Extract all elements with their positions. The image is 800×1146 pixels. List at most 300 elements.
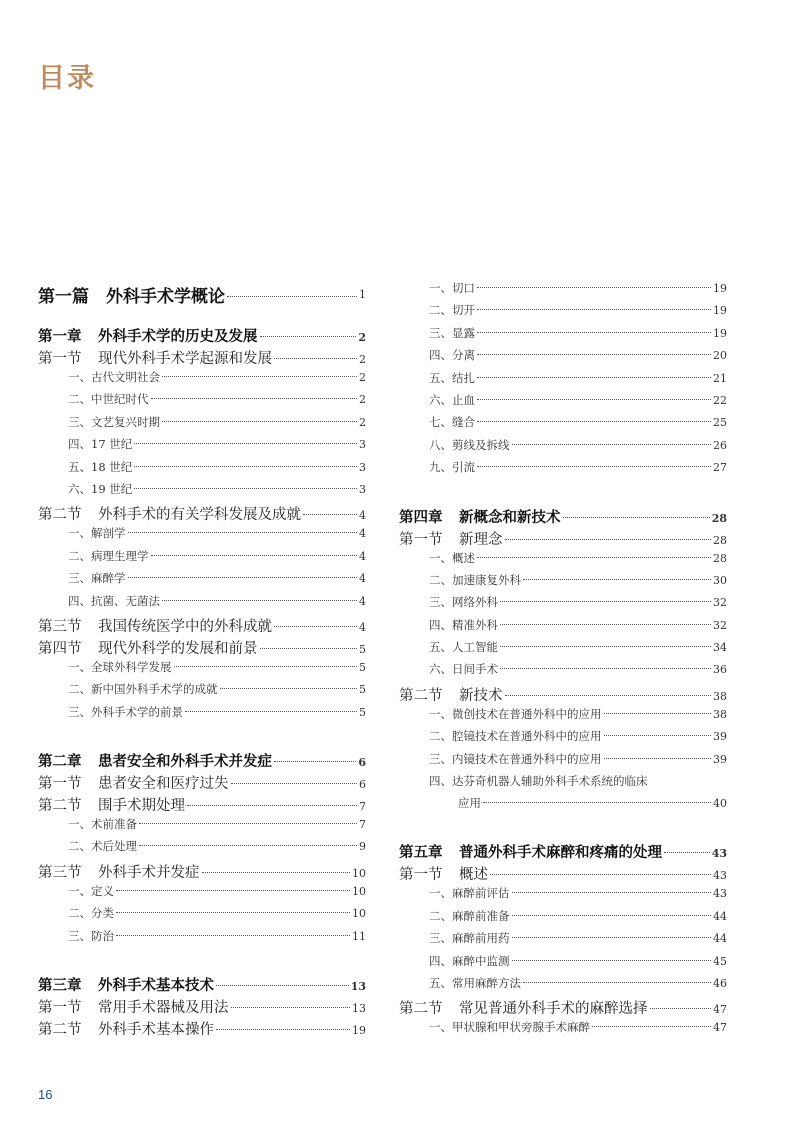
- toc-entry-chapter[interactable]: [38, 325, 366, 347]
- toc-entry-label: [38, 861, 200, 882]
- toc-entry-section[interactable]: [38, 772, 366, 794]
- toc-entry-number: 三、: [429, 931, 452, 946]
- toc-entry-number: 二、: [68, 839, 91, 854]
- toc-entry-sub[interactable]: [399, 392, 727, 414]
- toc-entry-label: [399, 506, 561, 527]
- toc-entry-number: 四、: [68, 437, 91, 452]
- dot-leader: [174, 666, 358, 667]
- toc-entry-number: 第三节: [38, 618, 82, 635]
- toc-entry-title: 外科手术的有关学科发展及成就: [98, 507, 301, 524]
- toc-entry-number: 七、: [429, 415, 452, 430]
- toc-page-number: 19: [713, 282, 727, 295]
- toc-entry-title: 新概念和新技术: [459, 508, 561, 526]
- toc-entry-number: 五、: [429, 975, 452, 990]
- toc-entry-label: [68, 659, 172, 675]
- toc-entry-number: 一、: [68, 526, 91, 541]
- toc-entry-title: 新技术: [459, 687, 503, 704]
- toc-entry-label: [68, 704, 183, 720]
- toc-entry-number: 第一节: [38, 776, 82, 793]
- toc-entry-sub[interactable]: [399, 661, 727, 683]
- dot-leader: [116, 912, 350, 913]
- toc-gap: [399, 817, 727, 841]
- toc-entry-title: 17 世纪: [91, 437, 133, 452]
- toc-page-number: 4: [359, 594, 366, 608]
- toc-gap: [38, 950, 366, 974]
- toc-entry-title: 外科手术学的历史及发展: [98, 328, 258, 345]
- toc-entry-title: 术前准备: [91, 817, 137, 832]
- toc-entry-title: 人工智能: [452, 640, 498, 655]
- toc-entry-sub[interactable]: [399, 706, 727, 728]
- toc-entry-sub[interactable]: [399, 370, 727, 392]
- toc-entry-sub[interactable]: [399, 459, 727, 481]
- toc-entry-title: 麻醉前评估: [452, 886, 510, 901]
- toc-entry-label: [429, 930, 510, 946]
- toc-entry-number: 二、: [429, 908, 452, 923]
- dot-leader: [227, 296, 357, 297]
- toc-entry-sub[interactable]: [399, 908, 727, 930]
- toc-entry-number: 第一节: [399, 531, 443, 548]
- toc-entry-number: 二、: [68, 392, 91, 407]
- toc-page-number: 32: [713, 618, 727, 632]
- toc-entry-number: 一、: [68, 883, 91, 898]
- toc-entry-title: 显露: [452, 325, 475, 340]
- toc-page-number: 7: [359, 800, 366, 814]
- toc-entry-label: [68, 459, 132, 475]
- toc-entry-sub[interactable]: [38, 459, 366, 481]
- toc-entry-label: [429, 773, 648, 789]
- toc-entry-number: 四、: [429, 617, 452, 632]
- dot-leader: [490, 874, 711, 875]
- toc-entry-title: 日间手术: [452, 662, 498, 677]
- toc-page-number: 4: [359, 509, 366, 523]
- toc-entry-label: [38, 794, 185, 815]
- toc-entry-sub[interactable]: [399, 302, 727, 324]
- toc-entry-title: 精准外科: [452, 617, 498, 632]
- toc-entry-chapter[interactable]: [38, 974, 366, 996]
- toc-entry-chapter[interactable]: [38, 750, 366, 772]
- toc-page-number: 6: [359, 778, 366, 792]
- toc-page-number: 13: [350, 980, 366, 994]
- toc-entry-title: 患者安全和医疗过失: [98, 776, 229, 793]
- toc-entry-sub[interactable]: [399, 930, 727, 952]
- toc-entry-label: [429, 953, 510, 969]
- toc-entry-title: 外科手术基本操作: [98, 1022, 214, 1039]
- toc-entry-sub[interactable]: [38, 593, 366, 615]
- toc-page-number: 22: [713, 393, 727, 407]
- toc-entry-label: [399, 863, 488, 884]
- toc-gap: [38, 726, 366, 750]
- toc-page-number: 27: [713, 461, 727, 475]
- toc-page-number: 5: [359, 660, 366, 674]
- toc-entry-label: [399, 528, 503, 549]
- toc-entry-number: 三、: [429, 595, 452, 610]
- toc-entry-label: [429, 572, 521, 588]
- toc-entry-sub[interactable]: [399, 773, 727, 795]
- toc-page-number: 19: [352, 1024, 366, 1038]
- toc-entry-number: 二、: [68, 548, 91, 563]
- page-number: 16: [38, 1087, 53, 1102]
- dot-leader: [505, 695, 712, 696]
- toc-page-number: 9: [359, 840, 366, 854]
- toc-entry-title: 抗菌、无菌法: [91, 593, 160, 608]
- toc-entry-number: 第二节: [38, 507, 82, 524]
- toc-page-number: 19: [713, 304, 727, 318]
- toc-entry-title: 病理生理学: [91, 548, 149, 563]
- toc-entry-title: 外科手术基本技术: [98, 977, 214, 995]
- toc-entry-number: 第一节: [38, 351, 82, 367]
- toc-entry-title: 应用: [458, 796, 481, 811]
- toc-entry-number: 九、: [429, 460, 452, 475]
- toc-entry-chapter[interactable]: [399, 841, 727, 863]
- dot-leader: [563, 517, 710, 518]
- toc-entry-sub[interactable]: [38, 659, 366, 681]
- toc-entry-title: 患者安全和外科手术并发症: [98, 753, 272, 771]
- toc-entry-number: 第三节: [38, 864, 82, 881]
- toc-page-number: 20: [713, 349, 727, 363]
- toc-entry-label: [38, 1018, 214, 1039]
- dot-leader: [512, 960, 712, 961]
- dot-leader: [477, 377, 711, 378]
- toc-entry-label: [399, 684, 503, 705]
- toc-entry-sub[interactable]: [38, 414, 366, 436]
- toc-entry-section[interactable]: [399, 997, 727, 1019]
- dot-leader: [260, 648, 358, 649]
- toc-entry-sub[interactable]: [38, 681, 366, 703]
- dot-leader: [231, 783, 358, 784]
- toc-entry-number: 一、: [429, 706, 452, 721]
- toc-page-number: 3: [359, 460, 366, 474]
- toc-page-number: 28: [711, 511, 727, 525]
- toc-entry-sub[interactable]: [38, 369, 366, 391]
- toc-entry-section[interactable]: [399, 684, 727, 706]
- toc-entry-label: [68, 905, 114, 921]
- toc-entry-title: 古代文明社会: [91, 370, 160, 384]
- dot-leader: [483, 802, 711, 803]
- toc-entry-title: 麻醉前用药: [452, 931, 510, 946]
- toc-entry-section[interactable]: [38, 347, 366, 369]
- toc-entry-sub[interactable]: [399, 751, 727, 773]
- toc-entry-number: 第二节: [399, 687, 443, 704]
- toc-entry-number: 五、: [429, 640, 452, 655]
- toc-entry-number: 八、: [429, 437, 452, 452]
- toc-entry-number: 四、: [429, 348, 452, 363]
- toc-entry-sub[interactable]: [38, 525, 366, 547]
- toc-entry-number: 五、: [429, 370, 452, 385]
- toc-part-title: 第一篇 外科手术学概论: [38, 286, 225, 307]
- toc-page-number: 13: [352, 1002, 366, 1016]
- dot-leader: [512, 892, 712, 893]
- toc-entry-sub[interactable]: [399, 975, 727, 997]
- toc-entry-section[interactable]: [38, 996, 366, 1018]
- toc-entry-number: 二、: [429, 729, 452, 744]
- toc-entry-label: [38, 637, 258, 658]
- toc-entry-sub[interactable]: [38, 570, 366, 592]
- toc-entry-label: [429, 280, 475, 296]
- toc-entry-title: 新中国外科手术学的成就: [91, 682, 218, 697]
- toc-entry-label: [429, 437, 510, 453]
- toc-entry-sub[interactable]: [38, 883, 366, 905]
- dot-leader: [185, 711, 357, 712]
- dot-leader: [139, 845, 357, 846]
- dot-leader: [303, 514, 357, 515]
- toc-page-number: 34: [713, 641, 727, 655]
- toc-entry-section[interactable]: [38, 615, 366, 637]
- toc-entry-label: [38, 503, 301, 524]
- toc-entry-title: 切开: [452, 303, 475, 318]
- toc-entry-sub[interactable]: [399, 550, 727, 572]
- toc-entry-label: [68, 816, 137, 832]
- toc-entry-sub[interactable]: [399, 325, 727, 347]
- toc-entry-label: [429, 459, 475, 475]
- dot-leader: [500, 646, 711, 647]
- toc-entry-label: [68, 525, 126, 541]
- toc-entry-sub[interactable]: [399, 572, 727, 594]
- toc-entry-sub[interactable]: [399, 280, 727, 302]
- dot-leader: [500, 601, 711, 602]
- toc-entry-title: 新理念: [459, 531, 503, 548]
- toc-entry-label: [429, 550, 475, 566]
- toc-entry-number: 第二节: [38, 798, 82, 815]
- dot-leader: [477, 332, 711, 333]
- toc-entry-number: 六、: [429, 662, 452, 677]
- toc-entry-sub[interactable]: [38, 905, 366, 927]
- toc-entry-number: 三、: [68, 414, 91, 429]
- toc-page-number: 40: [713, 797, 727, 811]
- toc-entry-section[interactable]: [38, 503, 366, 525]
- dot-leader: [604, 735, 712, 736]
- toc-page-number: 21: [713, 371, 727, 385]
- toc-entry-title: 外科手术并发症: [98, 864, 200, 881]
- toc-entry-number: 第四节: [38, 640, 82, 657]
- toc-entry-sub[interactable]: [38, 838, 366, 860]
- toc-entry-label: [38, 615, 272, 636]
- toc-page-number: 32: [713, 596, 727, 610]
- toc-entry-title: 19 世纪: [91, 481, 133, 496]
- toc-entry-title: 18 世纪: [91, 459, 133, 474]
- toc-page-number: 4: [359, 620, 366, 634]
- toc-page-number: 43: [713, 887, 727, 901]
- dot-leader: [151, 555, 358, 556]
- toc-entry-label: [68, 414, 160, 430]
- toc-entry-sub[interactable]: [399, 1019, 727, 1041]
- toc-entry-title: 外科手术学的前景: [91, 704, 183, 719]
- toc-page-number: 10: [352, 866, 366, 880]
- toc-entry-label: [68, 883, 114, 899]
- toc-entry-label: [429, 414, 475, 430]
- toc-entry-sub[interactable]: [38, 436, 366, 458]
- toc-entry-label: [429, 706, 602, 722]
- dot-leader: [128, 577, 358, 578]
- toc-entry-section[interactable]: [38, 794, 366, 816]
- toc-entry-sub[interactable]: [38, 816, 366, 838]
- toc-entry-number: 第一章: [38, 328, 82, 345]
- dot-leader: [650, 1008, 712, 1009]
- toc-entry-number: 四、: [68, 593, 91, 608]
- page-title: 目录: [38, 63, 96, 94]
- toc-entry-number: 四、: [429, 953, 452, 968]
- toc-page-number: 47: [713, 1003, 727, 1017]
- toc-entry-title: 概述: [452, 550, 475, 565]
- dot-leader: [477, 466, 711, 467]
- toc-entry-number: 三、: [429, 751, 452, 766]
- toc-entry-label: [68, 436, 132, 452]
- toc-entry-section[interactable]: [399, 863, 727, 885]
- toc-page-number: 4: [359, 527, 366, 541]
- dot-leader: [512, 915, 712, 916]
- toc-entry-title: 定义: [91, 883, 114, 898]
- toc-page-number: 7: [359, 818, 366, 832]
- toc-page-number: 39: [713, 752, 727, 766]
- toc-entry-label: [68, 681, 218, 697]
- toc-entry-title: 切口: [452, 281, 475, 295]
- toc-entry-number: 三、: [429, 325, 452, 340]
- toc-right-column: [399, 280, 727, 1042]
- toc-entry-label: [68, 570, 126, 586]
- toc-left-column: [38, 280, 366, 1040]
- toc-entry-title: 文艺复兴时期: [91, 414, 160, 429]
- toc-entry-cont[interactable]: [399, 795, 727, 817]
- toc-page-number: 39: [713, 730, 727, 744]
- toc-entry-label: [429, 908, 510, 924]
- toc-entry-label: [68, 928, 114, 944]
- toc-entry-sub[interactable]: [399, 414, 727, 436]
- dot-leader: [151, 398, 358, 399]
- toc-entry-number: 四、: [429, 774, 452, 789]
- toc-page-number: 43: [713, 869, 727, 883]
- toc-entry-number: 一、: [429, 550, 452, 565]
- dot-leader: [512, 444, 712, 445]
- toc-entry-title: 网络外科: [452, 595, 498, 610]
- dot-leader: [116, 935, 350, 936]
- toc-entry-title: 加速康复外科: [452, 572, 521, 587]
- toc-entry-sub[interactable]: [38, 548, 366, 570]
- toc-entry-title: 达芬奇机器人辅助外科手术系统的临床: [452, 774, 648, 789]
- toc-entry-title: 剪线及拆线: [452, 437, 510, 452]
- toc-entry-label: [38, 974, 214, 995]
- toc-entry-title: 常见普通外科手术的麻醉选择: [459, 1001, 648, 1018]
- toc-entry-title: 全球外科学发展: [91, 659, 172, 674]
- toc-entry-title: 现代外科学的发展和前景: [98, 640, 258, 657]
- toc-page-number: 25: [713, 416, 727, 430]
- toc-entry-title: 普通外科手术麻醉和疼痛的处理: [459, 844, 662, 862]
- toc-entry-part[interactable]: [38, 280, 366, 308]
- toc-entry-sub[interactable]: [399, 437, 727, 459]
- toc-entry-chapter[interactable]: [399, 506, 727, 528]
- toc-page-number: 5: [359, 705, 366, 719]
- toc-entry-title: 麻醉前准备: [452, 908, 510, 923]
- dot-leader: [202, 872, 351, 873]
- dot-leader: [477, 287, 711, 288]
- toc-page-number: 45: [713, 954, 727, 968]
- dot-leader: [477, 354, 711, 355]
- toc-entry-number: 一、: [429, 281, 452, 295]
- toc-entry-number: 第二章: [38, 753, 82, 771]
- toc-entry-sub[interactable]: [399, 617, 727, 639]
- toc-entry-number: 第四章: [399, 508, 443, 526]
- toc-entry-title: 微创技术在普通外科中的应用: [452, 706, 602, 721]
- dot-leader: [505, 539, 712, 540]
- toc-entry-title: 围手术期处理: [98, 798, 185, 815]
- toc-entry-title: 分类: [91, 906, 114, 921]
- toc-entry-title: 腔镜技术在普通外科中的应用: [452, 729, 602, 744]
- toc-entry-number: 六、: [429, 392, 452, 407]
- dot-leader: [512, 937, 712, 938]
- dot-leader: [162, 376, 357, 377]
- toc-entry-label: [68, 593, 160, 609]
- toc-entry-label: [38, 750, 272, 771]
- toc-entry-section[interactable]: [38, 861, 366, 883]
- toc-entry-label: [429, 302, 475, 318]
- toc-entry-title: 概述: [459, 867, 488, 884]
- toc-page-number: 19: [713, 326, 727, 340]
- toc-entry-number: 六、: [68, 481, 91, 496]
- toc-entry-label: [38, 347, 272, 368]
- dot-leader: [477, 557, 711, 558]
- toc-entry-section[interactable]: [38, 1018, 366, 1040]
- toc-entry-sub[interactable]: [38, 704, 366, 726]
- toc-entry-sub[interactable]: [38, 928, 366, 950]
- toc-page-number: 10: [352, 884, 366, 898]
- toc-entry-title: 缝合: [452, 415, 475, 430]
- toc-entry-number: 一、: [68, 370, 91, 384]
- toc-entry-number: 一、: [429, 886, 452, 901]
- toc-entry-label: [429, 661, 498, 677]
- toc-entry-label: [429, 728, 602, 744]
- toc-page-number: 11: [352, 929, 366, 943]
- toc-entry-sub[interactable]: [399, 594, 727, 616]
- toc-entry-number: 三、: [68, 704, 91, 719]
- toc-entry-sub[interactable]: [399, 885, 727, 907]
- toc-page-number: 2: [359, 393, 366, 407]
- toc-page-number: 2: [359, 371, 366, 384]
- toc-entry-section[interactable]: [399, 528, 727, 550]
- toc-entry-title: 分离: [452, 348, 475, 363]
- toc-page-number: 1: [359, 287, 366, 301]
- toc-entry-number: 一、: [68, 817, 91, 832]
- dot-leader: [274, 761, 356, 762]
- toc-entry-sub[interactable]: [399, 639, 727, 661]
- toc-page-number: 44: [713, 932, 727, 946]
- toc-page-number: 2: [358, 331, 366, 344]
- toc-entry-sub[interactable]: [399, 953, 727, 975]
- toc-entry-label: [429, 639, 498, 655]
- toc-entry-section[interactable]: [38, 637, 366, 659]
- toc-entry-label: [429, 347, 475, 363]
- dot-leader: [604, 713, 712, 714]
- toc-entry-sub[interactable]: [38, 391, 366, 413]
- toc-page-number: 26: [713, 438, 727, 452]
- dot-leader: [139, 823, 357, 824]
- toc-entry-sub[interactable]: [399, 347, 727, 369]
- toc-entry-label: [429, 392, 475, 408]
- dot-leader: [216, 1029, 350, 1030]
- toc-entry-sub[interactable]: [399, 728, 727, 750]
- toc-entry-label: [429, 325, 475, 341]
- dot-leader: [220, 688, 358, 689]
- dot-leader: [128, 532, 358, 533]
- toc-page-number: 3: [359, 438, 366, 452]
- dot-leader: [260, 336, 357, 337]
- dot-leader: [274, 358, 357, 359]
- toc-page-number: 36: [713, 663, 727, 677]
- toc-page-number: 30: [713, 573, 727, 587]
- toc-entry-sub[interactable]: [38, 481, 366, 503]
- toc-page-number: 4: [359, 549, 366, 563]
- toc-entry-number: 二、: [429, 303, 452, 318]
- toc-entry-title: 常用麻醉方法: [452, 975, 521, 990]
- toc-entry-number: 一、: [429, 1020, 452, 1035]
- toc-entry-label: [399, 841, 662, 862]
